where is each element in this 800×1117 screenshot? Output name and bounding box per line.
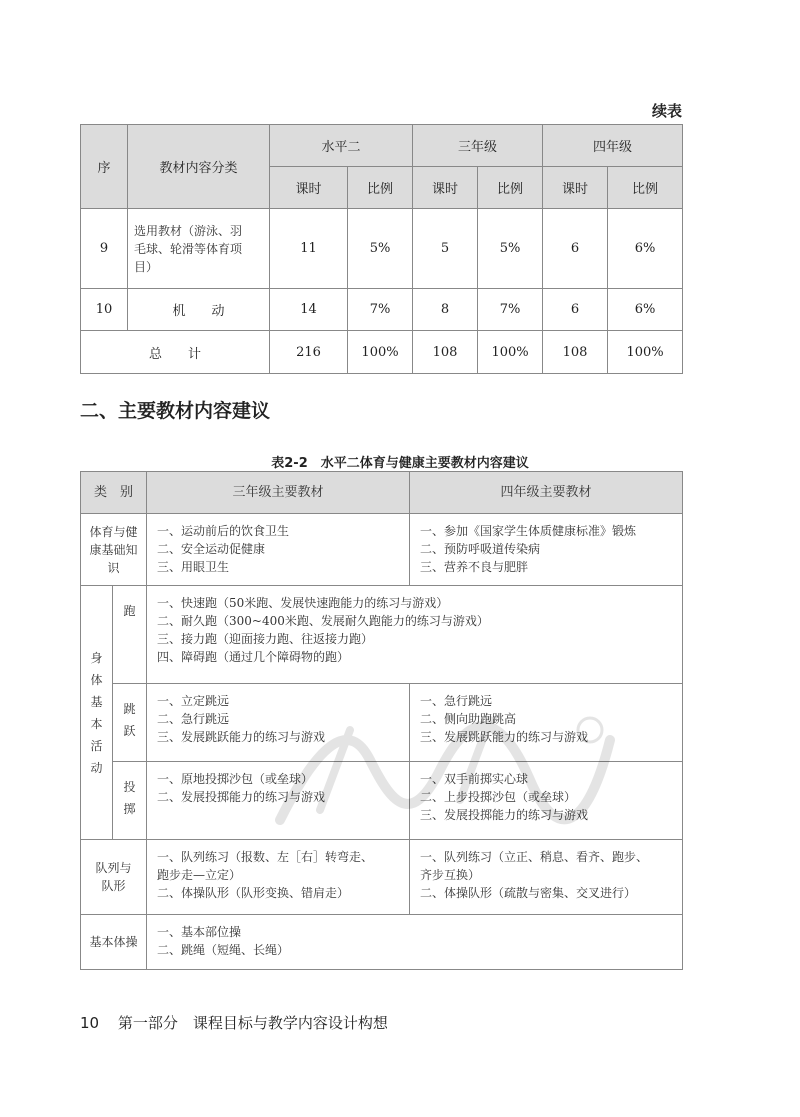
header-ratio: 比例 (348, 167, 413, 209)
page-number: 10 (80, 1014, 100, 1032)
table-row (81, 209, 683, 289)
header-grade3: 三年级主要教材 (147, 472, 410, 514)
header-hours: 课时 (413, 167, 478, 209)
category-formation: 队列与 队形 (81, 840, 147, 915)
row-seq: 9 (81, 209, 128, 289)
cell-value: 6% (608, 289, 683, 331)
cell-value: 100% (348, 331, 413, 374)
section-title: 二、主要教材内容建议 (80, 400, 271, 422)
header-grade3: 三年级 (413, 125, 543, 167)
cell-value: 100% (608, 331, 683, 374)
cell-value: 216 (270, 331, 348, 374)
cell-value: 108 (543, 331, 608, 374)
grade4-jump: 一、急行跳远 二、侧向助跑跳高 三、发展跳跃能力的练习与游戏 (410, 684, 683, 762)
category-health: 体育与健 康基础知 识 (81, 514, 147, 586)
cell-value: 108 (413, 331, 478, 374)
header-ratio: 比例 (608, 167, 683, 209)
cell-value: 14 (270, 289, 348, 331)
header-hours: 课时 (270, 167, 348, 209)
table-row (81, 915, 683, 970)
subcategory-run: 跑 (113, 586, 147, 684)
subcategory-jump: 跳 跃 (113, 684, 147, 762)
table-row (81, 586, 683, 684)
table-row (81, 840, 683, 915)
row-category: 机 动 (128, 289, 270, 331)
category-basic-activity: 身 体 基 本 活 动 (81, 586, 113, 840)
header-category: 教材内容分类 (128, 125, 270, 209)
table-row (81, 762, 683, 840)
header-grade4: 四年级 (543, 125, 683, 167)
row-category: 选用教材（游泳、羽 毛球、轮滑等体育项 目） (128, 209, 270, 289)
header-grade4: 四年级主要教材 (410, 472, 683, 514)
grade4-throw: 一、双手前掷实心球 二、上步投掷沙包（或垒球） 三、发展投掷能力的练习与游戏 (410, 762, 683, 840)
header-category: 类 别 (81, 472, 147, 514)
grade4-health: 一、参加《国家学生体质健康标准》锻炼 二、预防呼吸道传染病 三、营养不良与肥胖 (410, 514, 683, 586)
total-row (81, 331, 683, 374)
grade3-jump: 一、立定跳远 二、急行跳远 三、发展跳跃能力的练习与游戏 (147, 684, 410, 762)
cell-value: 8 (413, 289, 478, 331)
grade4-formation: 一、队列练习（立正、稍息、看齐、跑步、 齐步互换） 二、体操队形（疏散与密集、交叉进行） (410, 840, 683, 915)
hours-table (80, 124, 683, 374)
cell-value: 100% (478, 331, 543, 374)
cell-value: 5 (413, 209, 478, 289)
gymnastics-content: 一、基本部位操 二、跳绳（短绳、长绳） (147, 915, 683, 970)
cell-value: 6 (543, 209, 608, 289)
total-label: 总 计 (81, 331, 270, 374)
cell-value: 6% (608, 209, 683, 289)
table-caption: 表2-2 水平二体育与健康主要教材内容建议 (271, 456, 529, 471)
table-row (81, 514, 683, 586)
table-row (81, 684, 683, 762)
continued-label: 续表 (651, 102, 682, 120)
run-content: 一、快速跑（50米跑、发展快速跑能力的练习与游戏） 二、耐久跑（300~400米跑、发展耐久跑能力的练习与游戏） 三、接力跑（迎面接力跑、往返接力跑） 四、障碍跑（通过几个障碍物的跑） (147, 586, 683, 684)
footer-text: 第一部分 课程目标与教学内容设计构想 (117, 1014, 388, 1032)
cell-value: 7% (348, 289, 413, 331)
header-hours: 课时 (543, 167, 608, 209)
grade3-health: 一、运动前后的饮食卫生 二、安全运动促健康 三、用眼卫生 (147, 514, 410, 586)
cell-value: 7% (478, 289, 543, 331)
cell-value: 11 (270, 209, 348, 289)
header-level2: 水平二 (270, 125, 413, 167)
subcategory-throw: 投 掷 (113, 762, 147, 840)
cell-value: 6 (543, 289, 608, 331)
content-table (80, 471, 683, 970)
header-ratio: 比例 (478, 167, 543, 209)
row-seq: 10 (81, 289, 128, 331)
cell-value: 5% (348, 209, 413, 289)
page-footer (80, 1012, 388, 1033)
table-row (81, 289, 683, 331)
header-seq: 序 (81, 125, 128, 209)
cell-value: 5% (478, 209, 543, 289)
grade3-formation: 一、队列练习（报数、左［右］转弯走、 跑步走—立定） 二、体操队形（队形变换、错肩走） (147, 840, 410, 915)
grade3-throw: 一、原地投掷沙包（或垒球） 二、发展投掷能力的练习与游戏 (147, 762, 410, 840)
category-gymnastics: 基本体操 (81, 915, 147, 970)
